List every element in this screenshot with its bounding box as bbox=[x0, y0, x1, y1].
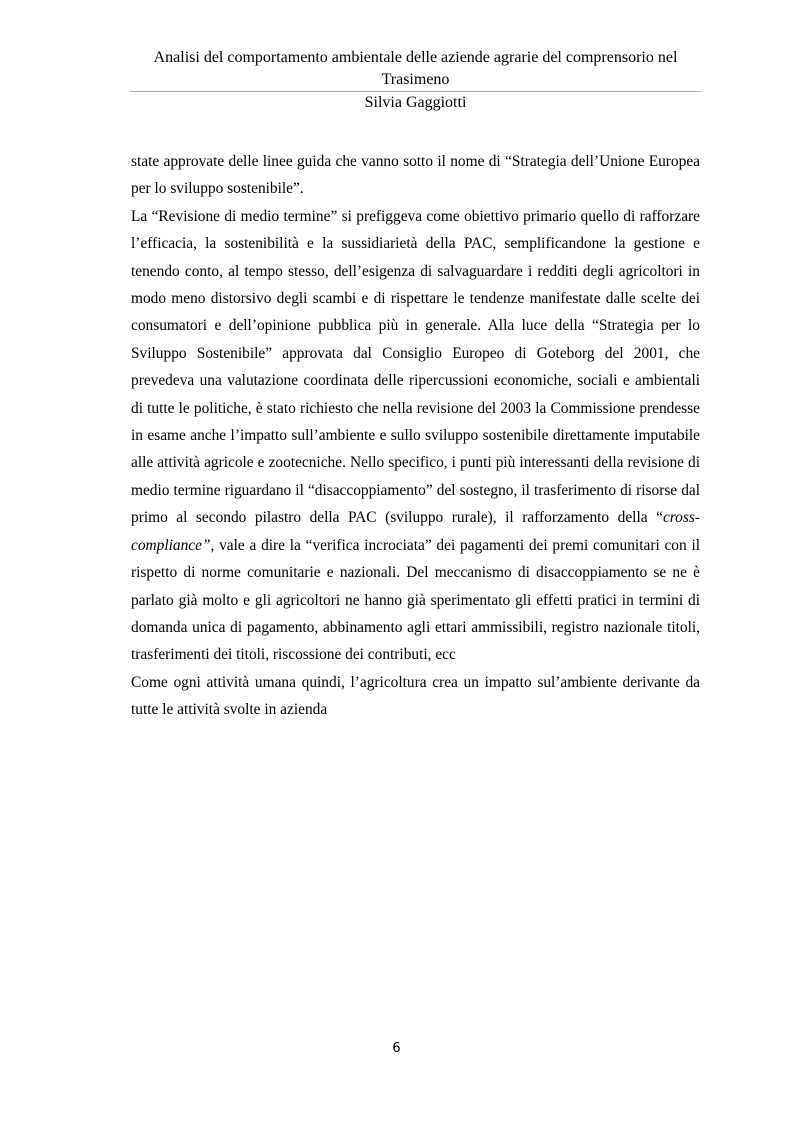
body-text bbox=[131, 148, 700, 724]
running-header-author: Silvia Gaggiotti bbox=[364, 94, 467, 111]
paragraph-1: state approvate delle linee guida che vanno sotto il nome di “Strategia dell’Unione Europea per lo sviluppo sostenibile”. bbox=[131, 153, 700, 198]
paragraph-2 bbox=[131, 203, 700, 669]
paragraph-2-text-b: , vale a dire la “verifica incrociata” dei pagamenti dei premi comunitari con il rispetto di norme comunitarie e nazionali. Del meccanismo di disaccoppiamento se ne è parlato già molto e gli agricoltori ne hanno già sperimentato gli effetti pratici in termini di domanda unica di pagamento, abbinamento agli ettari ammissibili, registro nazionale titoli, trasferimenti dei titoli, riscossione dei contributi, ecc bbox=[131, 536, 700, 664]
paragraph-2-emphasis: cross-compliance” bbox=[131, 509, 700, 554]
paragraph-2-text-a: La “Revisione di medio termine” si prefiggeva come obiettivo primario quello di rafforzare l’efficacia, la sostenibilità e la sussidiarietà della PAC, semplificandone la gestione e tenendo conto, al tempo stesso, dell’esigenza di salvaguardare i redditi degli agricoltori in modo meno distorsivo degli scambi e di rispettare le tendenze manifestate dalle scelte dei consumatori e dell’opinione pubblica più in generale. Alla luce della “Strategia per lo Sviluppo Sostenibile” approvata dal Consiglio Europeo di Goteborg del 2001, che prevedeva una valutazione coordinata delle ripercussioni economiche, sociali e ambientali di tutte le politiche, è stato richiesto che nella revisione del 2003 la Commissione prendesse in esame anche l’impatto sull’ambiente e sullo sviluppo sostenibile direttamente imputabile alle attività agricole e zootecniche. Nello specifico, i punti più interessanti della revisione di medio termine riguardano il “disaccoppiamento” del sostegno, il trasferimento di risorse dal primo al secondo pilastro della PAC (sviluppo rurale), il rafforzamento della “ bbox=[131, 207, 700, 527]
running-header-title: Analisi del comportamento ambientale delle aziende agrarie del comprensorio nel Trasimeno bbox=[153, 49, 678, 88]
paragraph-3: Come ogni attività umana quindi, l’agricoltura crea un impatto sul’ambiente derivante da tutte le attività svolte in azienda bbox=[131, 673, 700, 719]
page-number: 6 bbox=[392, 1041, 401, 1056]
